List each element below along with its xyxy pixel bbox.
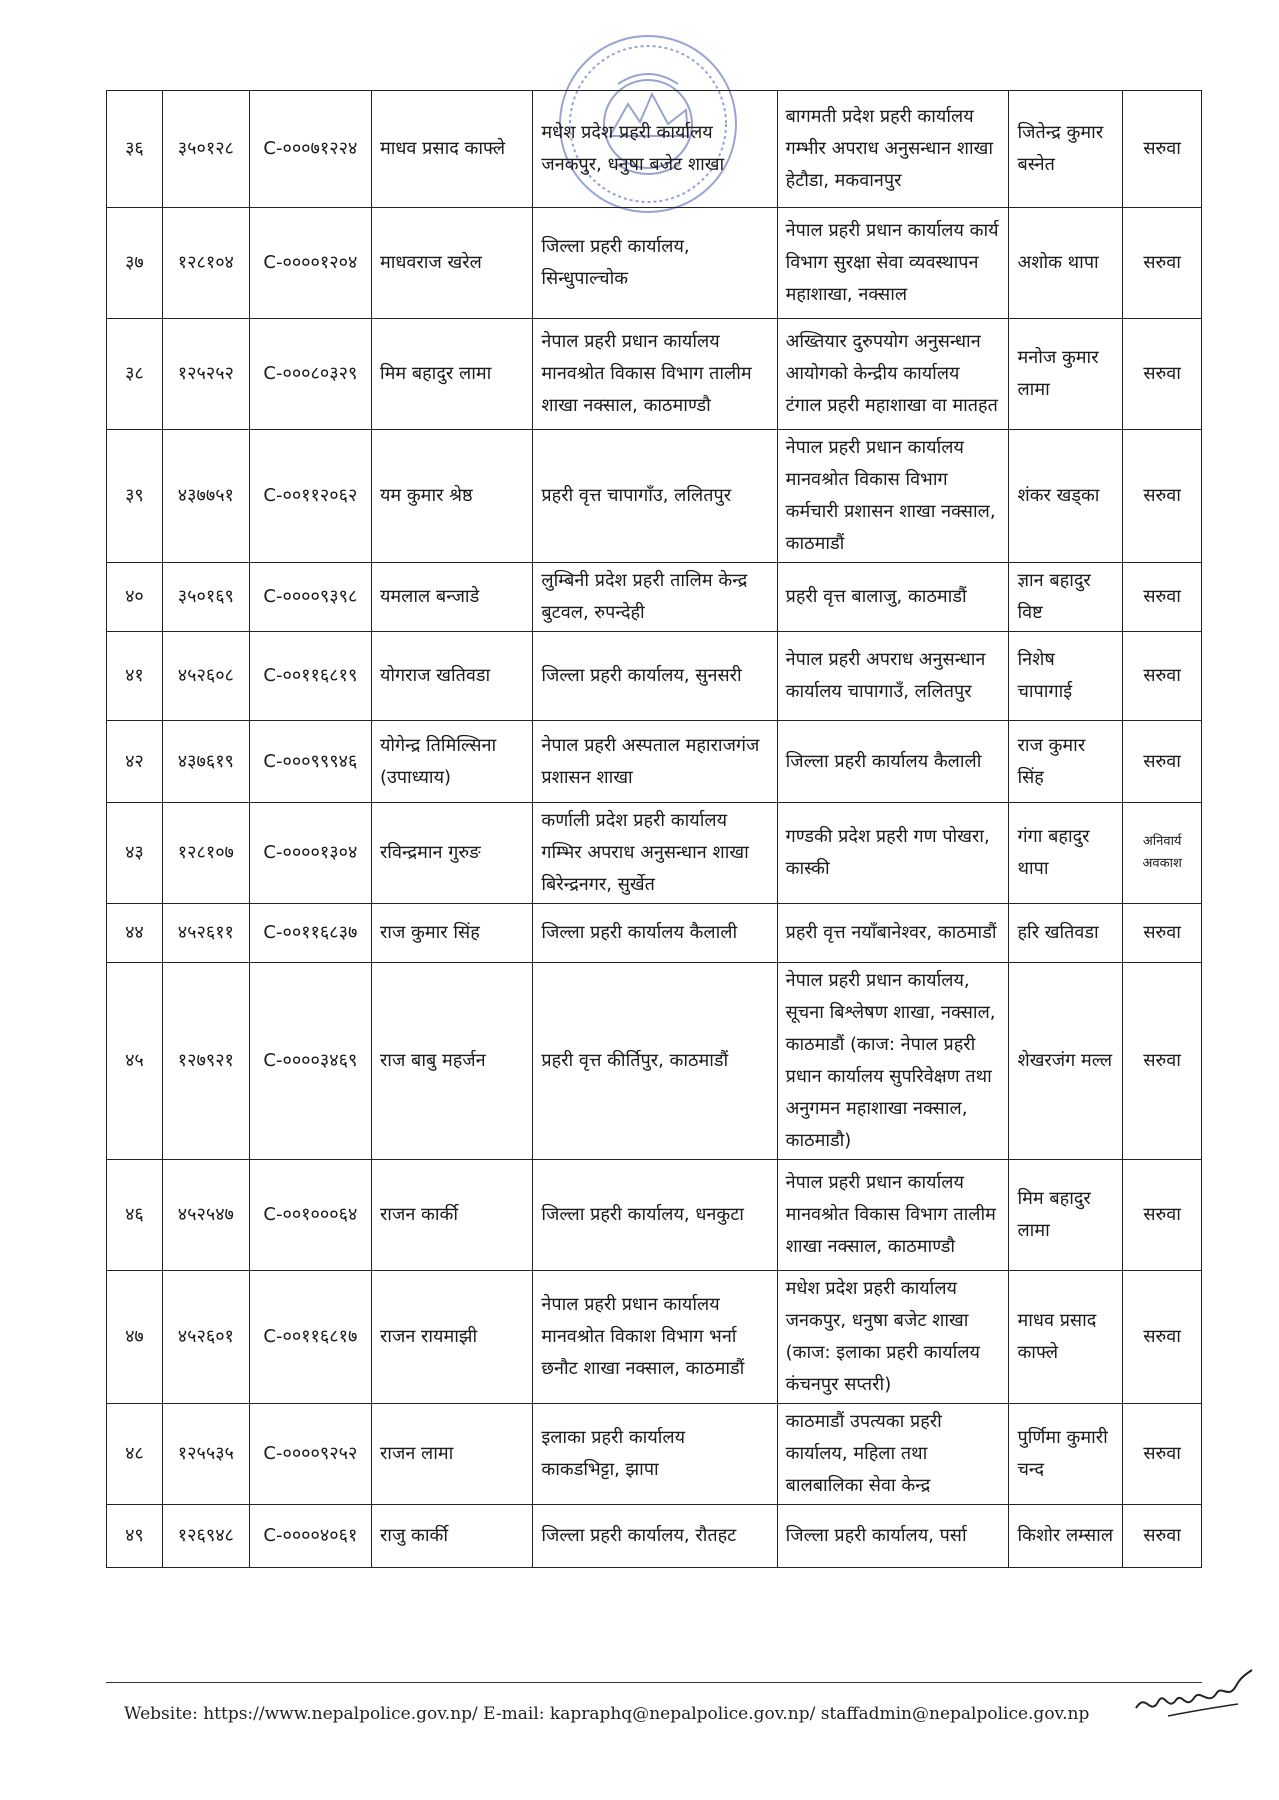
current-office: जिल्ला प्रहरी कार्यालय, सुनसरी [533,632,777,721]
employee-code: C-००११६८३७ [249,904,371,963]
serial-number: ३७ [107,208,163,319]
serial-number: ३९ [107,430,163,563]
employee-name: योगराज खतिवडा [371,632,532,721]
employee-code: C-०००८०३२९ [249,319,371,430]
new-office: जिल्ला प्रहरी कार्यालय कैलाली [777,721,1009,803]
table-row [107,963,1202,1160]
table-row [107,430,1202,563]
replacement-name: माधव प्रसाद काफ्ले [1009,1271,1123,1404]
replacement-name: शंकर खड्का [1009,430,1123,563]
current-office: मधेश प्रदेश प्रहरी कार्यालय जनकपुर, धनुषा बजेट शाखा [533,91,777,208]
table-row [107,319,1202,430]
transfer-status: सरुवा [1123,208,1202,319]
employee-id: १२५२५२ [162,319,249,430]
current-office: इलाका प्रहरी कार्यालय काकडभिट्टा, झापा [533,1404,777,1505]
employee-code: C-००००९२५२ [249,1404,371,1505]
new-office: मधेश प्रदेश प्रहरी कार्यालय जनकपुर, धनुषा बजेट शाखा (काज: इलाका प्रहरी कार्यालय कंचनपुर सप्तरी) [777,1271,1009,1404]
table-row [107,721,1202,803]
employee-id: ३५०१६९ [162,563,249,632]
employee-code: C-००११६८१७ [249,1271,371,1404]
table-row [107,1160,1202,1271]
new-office: काठमाडौं उपत्यका प्रहरी कार्यालय, महिला तथा बालबालिका सेवा केन्द्र [777,1404,1009,1505]
serial-number: ४२ [107,721,163,803]
current-office: प्रहरी वृत्त कीर्तिपुर, काठमाडौं [533,963,777,1160]
serial-number: ४८ [107,1404,163,1505]
replacement-name: मिम बहादुर लामा [1009,1160,1123,1271]
current-office: जिल्ला प्रहरी कार्यालय, धनकुटा [533,1160,777,1271]
serial-number: ४५ [107,963,163,1160]
new-office: नेपाल प्रहरी प्रधान कार्यालय, सूचना बिश्लेषण शाखा, नक्साल, काठमाडौं (काज: नेपाल प्रहरी प्रधान कार्यालय सुपरिवेक्षण तथा अनुगमन महाशाखा नक्साल, काठमाडौ) [777,963,1009,1160]
serial-number: ४७ [107,1271,163,1404]
employee-id: १२५५३५ [162,1404,249,1505]
current-office: जिल्ला प्रहरी कार्यालय कैलाली [533,904,777,963]
new-office: नेपाल प्रहरी प्रधान कार्यालय मानवश्रोत विकास विभाग कर्मचारी प्रशासन शाखा नक्साल, काठमाडौं [777,430,1009,563]
replacement-name: किशोर लम्साल [1009,1505,1123,1568]
replacement-name: जितेन्द्र कुमार बस्नेत [1009,91,1123,208]
table-row [107,1505,1202,1568]
employee-code: C-००११२०६२ [249,430,371,563]
employee-name: योगेन्द्र तिमिल्सिना (उपाध्याय) [371,721,532,803]
employee-name: राजु कार्की [371,1505,532,1568]
employee-id: १२७९२१ [162,963,249,1160]
current-office: कर्णाली प्रदेश प्रहरी कार्यालय गम्भिर अपराध अनुसन्धान शाखा बिरेन्द्रनगर, सुर्खेत [533,803,777,904]
current-office: नेपाल प्रहरी अस्पताल महाराजगंज प्रशासन शाखा [533,721,777,803]
employee-id: ३५०१२८ [162,91,249,208]
table-row [107,208,1202,319]
employee-id: ४५२६११ [162,904,249,963]
employee-name: यमलाल बन्जाडे [371,563,532,632]
employee-name: राजन कार्की [371,1160,532,1271]
employee-code: C-००००४०६१ [249,1505,371,1568]
serial-number: ३८ [107,319,163,430]
new-office: जिल्ला प्रहरी कार्यालय, पर्सा [777,1505,1009,1568]
new-office: नेपाल प्रहरी प्रधान कार्यालय कार्य विभाग सुरक्षा सेवा व्यवस्थापन महाशाखा, नक्साल [777,208,1009,319]
new-office: बागमती प्रदेश प्रहरी कार्यालय गम्भीर अपराध अनुसन्धान शाखा हेटौडा, मकवानपुर [777,91,1009,208]
transfer-status: सरुवा [1123,963,1202,1160]
employee-name: राज कुमार सिंह [371,904,532,963]
table-row [107,91,1202,208]
employee-id: ४५२६०१ [162,1271,249,1404]
replacement-name: हरि खतिवडा [1009,904,1123,963]
employee-name: रविन्द्रमान गुरुङ [371,803,532,904]
replacement-name: मनोज कुमार लामा [1009,319,1123,430]
employee-code: C-०००७१२२४ [249,91,371,208]
transfer-status: सरुवा [1123,632,1202,721]
signature-icon [1128,1664,1258,1724]
new-office: नेपाल प्रहरी अपराध अनुसन्धान कार्यालय चापागाउँ, ललितपुर [777,632,1009,721]
employee-name: माधव प्रसाद काफ्ले [371,91,532,208]
transfer-status: सरुवा [1123,1404,1202,1505]
footer-divider [106,1682,1202,1683]
replacement-name: पुर्णिमा कुमारी चन्द [1009,1404,1123,1505]
transfer-status: सरुवा [1123,904,1202,963]
employee-name: माधवराज खरेल [371,208,532,319]
transfer-status: सरुवा [1123,1271,1202,1404]
employee-name: राजन रायमाझी [371,1271,532,1404]
new-office: नेपाल प्रहरी प्रधान कार्यालय मानवश्रोत विकास विभाग तालीम शाखा नक्साल, काठमाण्डौ [777,1160,1009,1271]
serial-number: ४० [107,563,163,632]
employee-id: १२८१०७ [162,803,249,904]
serial-number: ४३ [107,803,163,904]
new-office: अख्तियार दुरुपयोग अनुसन्धान आयोगको केन्द्रीय कार्यालय टंगाल प्रहरी महाशाखा वा मातहत [777,319,1009,430]
serial-number: ३६ [107,91,163,208]
current-office: प्रहरी वृत्त चापागाँउ, ललितपुर [533,430,777,563]
current-office: जिल्ला प्रहरी कार्यालय, सिन्धुपाल्चोक [533,208,777,319]
transfer-status: सरुवा [1123,91,1202,208]
employee-name: यम कुमार श्रेष्ठ [371,430,532,563]
employee-code: C-००१०००६४ [249,1160,371,1271]
serial-number: ४९ [107,1505,163,1568]
replacement-name: निशेष चापागाई [1009,632,1123,721]
transfer-status: सरुवा [1123,319,1202,430]
table-row [107,563,1202,632]
replacement-name: ज्ञान बहादुर विष्ट [1009,563,1123,632]
employee-code: C-००००१२०४ [249,208,371,319]
table-row [107,1404,1202,1505]
transfer-status: सरुवा [1123,721,1202,803]
employee-name: राजन लामा [371,1404,532,1505]
employee-id: ४३७६१९ [162,721,249,803]
employee-id: १२६९४८ [162,1505,249,1568]
transfer-status: सरुवा [1123,563,1202,632]
table-row [107,1271,1202,1404]
current-office: जिल्ला प्रहरी कार्यालय, रौतहट [533,1505,777,1568]
footer-contact: Website: https://www.nepalpolice.gov.np/ E-mail: kapraphq@nepalpolice.gov.np/ staffadmin@nepalpolice.gov.np [124,1704,1090,1724]
employee-name: राज बाबु महर्जन [371,963,532,1160]
serial-number: ४४ [107,904,163,963]
replacement-name: अशोक थापा [1009,208,1123,319]
employee-id: ४३७७५१ [162,430,249,563]
table-row [107,803,1202,904]
new-office: प्रहरी वृत्त बालाजु, काठमाडौं [777,563,1009,632]
employee-id: १२८१०४ [162,208,249,319]
replacement-name: राज कुमार सिंह [1009,721,1123,803]
employee-code: C-०००९९९४६ [249,721,371,803]
employee-code: C-००००३४६९ [249,963,371,1160]
employee-code: C-००११६८१९ [249,632,371,721]
new-office: गण्डकी प्रदेश प्रहरी गण पोखरा, कास्की [777,803,1009,904]
replacement-name: गंगा बहादुर थापा [1009,803,1123,904]
employee-name: मिम बहादुर लामा [371,319,532,430]
serial-number: ४१ [107,632,163,721]
replacement-name: शेखरजंग मल्ल [1009,963,1123,1160]
table-row [107,904,1202,963]
employee-code: C-००००१३०४ [249,803,371,904]
transfer-status: अनिवार्य अवकाश [1123,803,1202,904]
employee-id: ४५२५४७ [162,1160,249,1271]
new-office: प्रहरी वृत्त नयाँबानेश्वर, काठमाडौं [777,904,1009,963]
transfer-status: सरुवा [1123,1160,1202,1271]
transfer-table [106,90,1202,1568]
employee-id: ४५२६०८ [162,632,249,721]
current-office: नेपाल प्रहरी प्रधान कार्यालय मानवश्रोत विकाश विभाग भर्ना छनौट शाखा नक्साल, काठमाडौं [533,1271,777,1404]
transfer-status: सरुवा [1123,430,1202,563]
current-office: लुम्बिनी प्रदेश प्रहरी तालिम केन्द्र बुटवल, रुपन्देही [533,563,777,632]
serial-number: ४६ [107,1160,163,1271]
transfer-status: सरुवा [1123,1505,1202,1568]
employee-code: C-००००९३९८ [249,563,371,632]
table-row [107,632,1202,721]
current-office: नेपाल प्रहरी प्रधान कार्यालय मानवश्रोत विकास विभाग तालीम शाखा नक्साल, काठमाण्डौ [533,319,777,430]
